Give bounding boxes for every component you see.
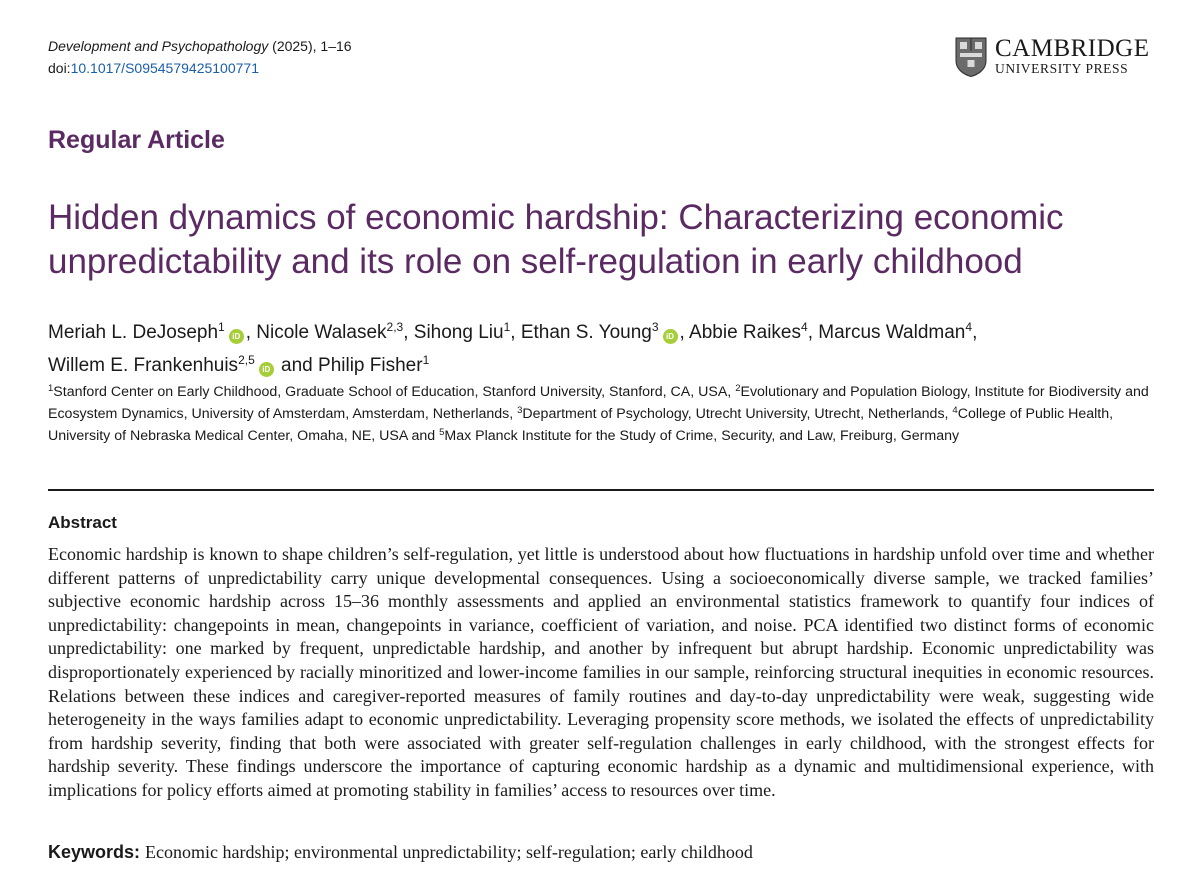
abstract-body: Economic hardship is known to shape children’s self-regulation, yet little is understood about how fluctuations in hardship unfold over time and whether different patterns of unpredictability carry unique developmental consequences. Using a socioeconomically diverse sample, we tracked families’ subjective economic hardship across 15–36 monthly assessments and applied an environmental statistics framework to quantify four indices of unpredictability: changepoints in mean, changepoints in variance, coefficient of variation, and noise. PCA identified two distinct forms of economic unpredictability: one marked by frequent, unpredictable hardship, and another by infrequent but abrupt hardship. Economic unpredictability was disproportionately experienced by racially minoritized and lower-income families in our sample, reinforcing structural inequities in economic resources. Relations between these indices and caregiver-reported measures of family routines and day-to-day unpredictability were weak, suggesting wide heterogeneity in the ways families adapt to economic unpredictability. Leveraging propensity score methods, we isolated the effects of unpredictability from hardship severity, finding that both were associated with greater self-regulation challenges in early childhood, with the strongest effects for hardship severity. These findings underscore the importance of capturing economic hardship as a dynamic and multidimensional experience, with implications for policy efforts aimed at promoting stability in families’ access to resources over time. bbox=[48, 544, 1154, 800]
section-divider bbox=[48, 489, 1154, 491]
affiliation-text: Stanford Center on Early Childhood, Graduate School of Education, Stanford University, Stanford, CA, USA, bbox=[53, 384, 736, 400]
author-separator: , bbox=[807, 322, 819, 343]
affiliation-sup: 3 bbox=[517, 405, 523, 416]
article-type: Regular Article bbox=[48, 126, 225, 154]
publisher-line-2: UNIVERSITY PRESS bbox=[995, 61, 1129, 76]
publisher-logo[interactable] bbox=[955, 36, 1155, 78]
orcid-icon[interactable]: iD bbox=[663, 329, 678, 344]
affiliation-sup: 2 bbox=[735, 383, 741, 394]
author-affil-sup: 2,5 bbox=[238, 353, 255, 367]
author-separator: , bbox=[510, 322, 521, 343]
journal-name: Development and Psychopathology bbox=[48, 38, 269, 54]
author-separator: , bbox=[679, 322, 690, 343]
author-name[interactable]: Sihong Liu bbox=[413, 322, 504, 343]
university-crest-icon bbox=[955, 37, 987, 77]
journal-citation bbox=[48, 36, 352, 56]
author-affil-sup: 3 bbox=[651, 320, 659, 334]
affiliation-sup: 1 bbox=[48, 383, 54, 394]
article-title: Hidden dynamics of economic hardship: Characterizing economic unpredictability and its role on self-regulation in early childhood bbox=[48, 198, 1064, 281]
author-affil-sup: 4 bbox=[801, 320, 808, 334]
author-name[interactable]: Ethan S. Young bbox=[520, 322, 652, 343]
author-affil-sup: 2,3 bbox=[386, 320, 404, 334]
author-separator: , bbox=[972, 322, 978, 343]
author-affil-sup: 1 bbox=[218, 320, 225, 334]
affiliation-text: Max Planck Institute for the Study of Crime, Security, and Law, Freiburg, Germany bbox=[444, 428, 960, 444]
affiliation-sup: 5 bbox=[439, 427, 445, 438]
affiliations bbox=[48, 381, 1158, 447]
publisher-line-1: CAMBRIDGE bbox=[995, 35, 1150, 62]
journal-meta: (2025), 1–16 bbox=[272, 38, 352, 54]
affiliation-sup: 4 bbox=[952, 405, 958, 416]
doi-label: doi: bbox=[48, 60, 71, 76]
orcid-icon[interactable]: iD bbox=[259, 362, 274, 377]
abstract-heading: Abstract bbox=[48, 513, 117, 532]
affiliation-text: Department of Psychology, Utrecht University, Utrecht, Netherlands, bbox=[522, 406, 953, 422]
author-separator: , bbox=[245, 322, 257, 343]
author-affil-sup: 1 bbox=[503, 320, 511, 334]
author-name[interactable]: Philip Fisher bbox=[318, 355, 423, 376]
keywords-list: Economic hardship; environmental unpredictability; self-regulation; early childhood bbox=[145, 842, 753, 862]
author-name[interactable]: Nicole Walasek bbox=[256, 322, 387, 343]
author-name[interactable]: Meriah L. DeJoseph bbox=[48, 322, 219, 343]
author-separator: and bbox=[275, 355, 319, 376]
keywords-label: Keywords: bbox=[48, 842, 141, 862]
orcid-icon[interactable]: iD bbox=[229, 329, 244, 344]
author-name[interactable]: Willem E. Frankenhuis bbox=[48, 355, 239, 376]
author-affil-sup: 4 bbox=[965, 320, 973, 334]
author-name[interactable]: Abbie Raikes bbox=[689, 322, 801, 343]
keywords bbox=[48, 840, 753, 864]
publisher-name bbox=[995, 37, 1150, 77]
author-name[interactable]: Marcus Waldman bbox=[818, 322, 966, 343]
affiliation-text: College of Public Health, University of Nebraska Medical Center, Omaha, NE, USA and bbox=[48, 406, 1114, 444]
author-list bbox=[48, 316, 1158, 382]
doi-line bbox=[48, 58, 259, 78]
author-separator: , bbox=[403, 322, 414, 343]
author-affil-sup: 1 bbox=[422, 353, 430, 367]
affiliation-text: Evolutionary and Population Biology, Institute for Biodiversity and Ecosystem Dynamics, University of Amsterdam, Amsterdam, Netherlands, bbox=[48, 384, 1149, 422]
doi-link[interactable]: 10.1017/S0954579425100771 bbox=[70, 60, 259, 76]
